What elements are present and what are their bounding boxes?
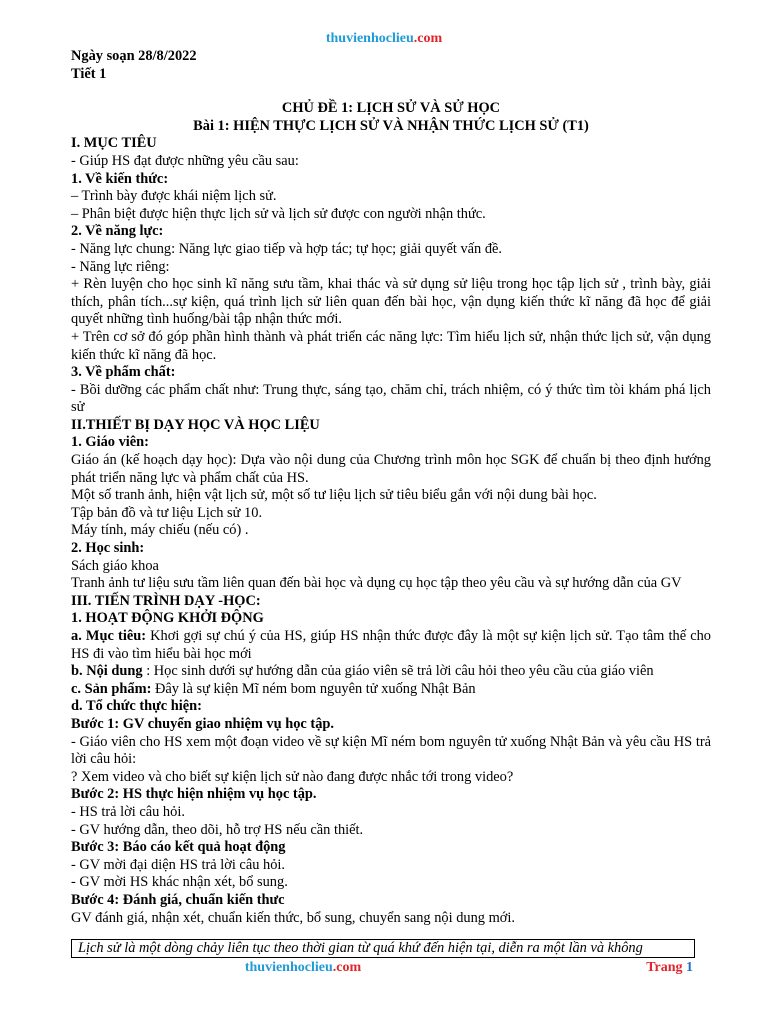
section-heading: I. MỤC TIÊU [71,135,157,152]
paragraph: - Giúp HS đạt được những yêu cầu sau: [71,152,299,169]
lesson-title: Bài 1: HIỆN THỰC LỊCH SỬ VÀ NHẬN THỨC LỊCH SỬ (T1) [193,117,589,134]
section-heading: III. TIẾN TRÌNH DẠY -HỌC: [71,592,261,609]
paragraph: Sách giáo khoa [71,557,159,574]
paragraph: + Rèn luyện cho học sinh kĩ năng sưu tầm, khai thác và sử dụng sử liệu trong học tập lịch sử , trình bày, giải thích, phân tích...sự kiện, quá trình lịch sử liên quan đến bài học, vận dụng kiến thức kĩ năng đã học để giải quyết những tình huống/bài tập nhận thức mới. [71,276,711,328]
paragraph: - HS trả lời câu hỏi. [71,803,185,820]
header-site-name: thuvienhoclieu.com [325,31,443,46]
paragraph: Tập bản đồ và tư liệu Lịch sử 10. [71,504,263,521]
paragraph: a. Mục tiêu: Khơi gợi sự chú ý của HS, giúp HS nhận thức được đây là một sự kiện lịch sử. Tạo tâm thế cho HS đi vào tìm hiểu bài học mới [71,628,711,662]
quote-box: Lịch sử là một dòng chảy liên tục theo thời gian từ quá khứ đến hiện tại, diễn ra một lần và không [71,939,695,958]
page-number: Trang 1 [646,960,693,975]
paragraph: Tranh ảnh tư liệu sưu tầm liên quan đến bài học và dụng cụ học tập theo yêu cầu và sự hướng dẫn của GV [71,575,682,592]
section-heading: II.THIẾT BỊ DẠY HỌC VÀ HỌC LIỆU [71,416,320,433]
paragraph: - Năng lực chung: Năng lực giao tiếp và hợp tác; tự học; giải quyết vấn đề. [71,240,503,257]
paragraph: - Giáo viên cho HS xem một đoạn video về sự kiện Mĩ ném bom nguyên tử xuống Nhật Bản và yêu cầu HS trả lời câu hỏi: [71,733,711,768]
prep-date: Ngày soạn 28/8/2022 [71,48,197,64]
subheading: 1. HOẠT ĐỘNG KHỞI ĐỘNG [71,610,264,627]
subheading: d. Tổ chức thực hiện: [71,698,202,715]
subheading: 2. Học sinh: [71,540,145,557]
step-heading: Bước 3: Báo cáo kết quả hoạt động [71,839,286,856]
paragraph: GV đánh giá, nhận xét, chuẩn kiến thức, bổ sung, chuyển sang nội dung mới. [71,909,515,926]
paragraph: – Phân biệt được hiện thực lịch sử và lịch sử được con người nhận thức. [71,205,486,222]
paragraph: b. Nội dung : Học sinh dưới sự hướng dẫn của giáo viên sẽ trả lời câu hỏi theo yêu cầu của giáo viên [71,663,654,680]
step-heading: Bước 2: HS thực hiện nhiệm vụ học tập. [71,786,317,803]
paragraph: – Trình bày được khái niệm lịch sử. [71,188,277,205]
footer [71,960,693,978]
subheading: 3. Về phẩm chất: [71,364,176,381]
paragraph: - GV hướng dẫn, theo dõi, hỗ trợ HS nếu cần thiết. [71,821,364,838]
paragraph: Một số tranh ảnh, hiện vật lịch sử, một số tư liệu lịch sử tiêu biểu gắn với nội dung bài học. [71,487,597,504]
paragraph: - Năng lực riêng: [71,258,170,275]
step-heading: Bước 1: GV chuyển giao nhiệm vụ học tập. [71,715,335,732]
footer-site-name: thuvienhoclieu.com [244,960,362,975]
paragraph: - Bồi dưỡng các phẩm chất như: Trung thực, sáng tạo, chăm chỉ, trách nhiệm, có ý thức tìm tòi khám phá lịch sử [71,381,711,416]
subheading: 1. Giáo viên: [71,434,149,451]
paragraph: Máy tính, máy chiếu (nếu có) . [71,522,249,539]
topic-title: CHỦ ĐỀ 1: LỊCH SỬ VÀ SỬ HỌC [281,100,501,117]
paragraph: c. Sản phẩm: Đây là sự kiện Mĩ ném bom nguyên tử xuống Nhật Bản [71,680,476,697]
document-body [71,48,711,927]
paragraph: Giáo án (kế hoạch dạy học): Dựa vào nội dung của Chương trình môn học SGK để chuẩn bị theo định hướng phát triển năng lực và phẩm chất của HS. [71,452,711,486]
paragraph: - GV mời HS khác nhận xét, bổ sung. [71,874,288,891]
period: Tiết 1 [71,65,107,82]
paragraph: - GV mời đại diện HS trả lời câu hỏi. [71,856,285,873]
subheading: 1. Về kiến thức: [71,170,169,187]
subheading: 2. Về năng lực: [71,223,164,240]
step-heading: Bước 4: Đánh giá, chuẩn kiến thưc [71,891,285,908]
paragraph: ? Xem video và cho biết sự kiện lịch sử nào đang được nhắc tới trong video? [71,768,514,785]
paragraph: + Trên cơ sở đó góp phần hình thành và phát triển các năng lực: Tìm hiểu lịch sử, nhận thức lịch sử, vận dụng kiến thức kĩ năng đã học. [71,328,711,363]
